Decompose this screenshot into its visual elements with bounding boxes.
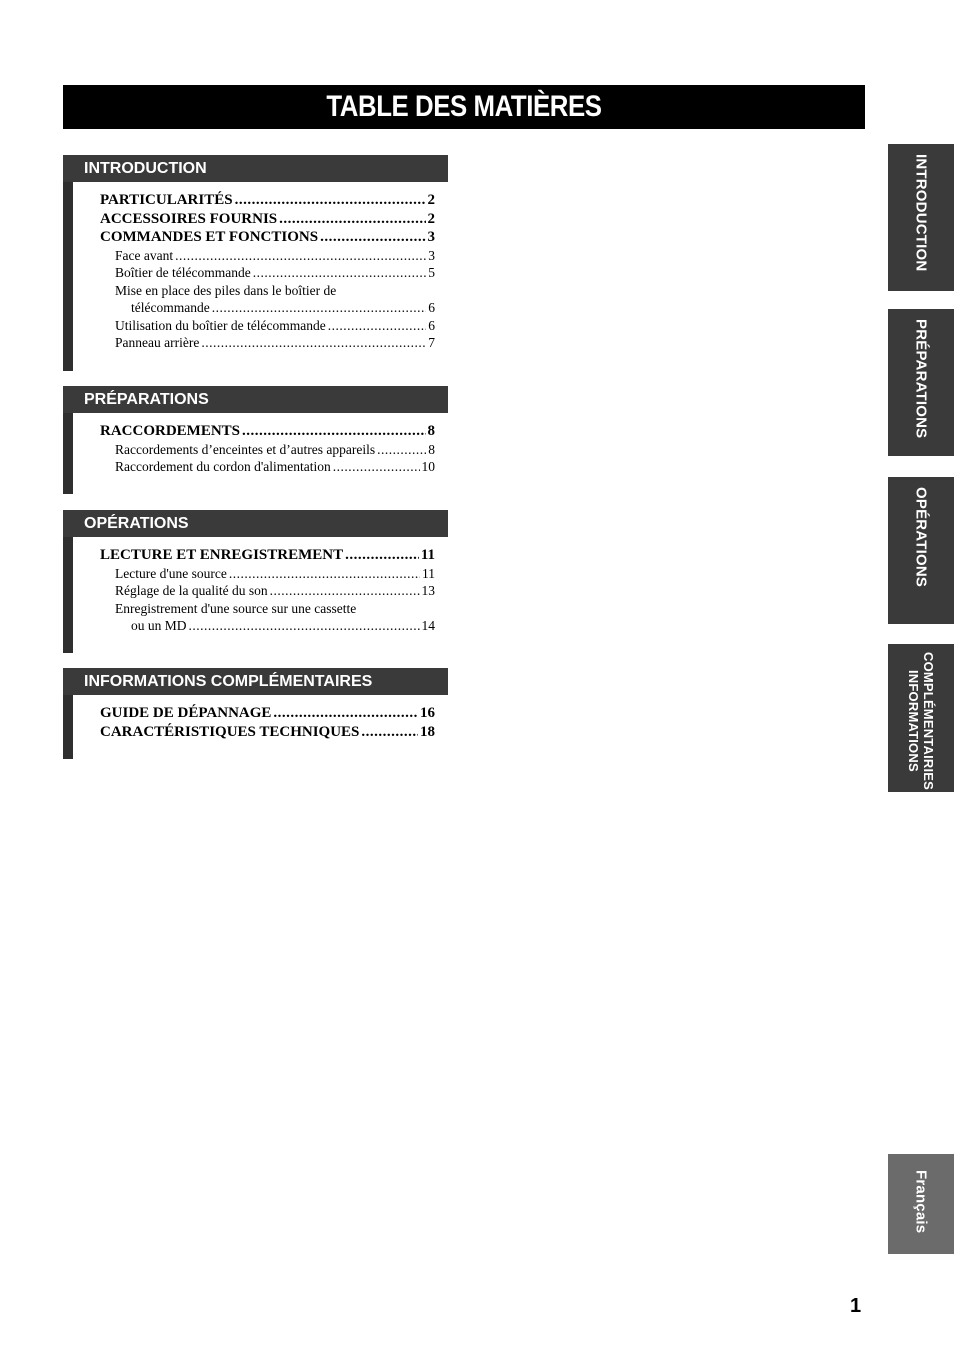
- side-tab-informations[interactable]: [888, 644, 954, 792]
- section-heading: PRÉPARATIONS: [63, 386, 448, 413]
- toc-section-operations: [63, 510, 448, 653]
- side-tab-preparations[interactable]: [888, 309, 954, 456]
- toc-section-preparations: [63, 386, 448, 494]
- toc-subentry[interactable]: Panneau arrière ..... 7: [100, 334, 435, 352]
- toc-entry[interactable]: RACCORDEMENTS ..... 8: [100, 422, 435, 441]
- toc-subentry[interactable]: Réglage de la qualité du son ..... 13: [100, 582, 435, 600]
- page-title: TABLE DES MATIÈRES: [326, 90, 602, 123]
- language-tab[interactable]: [888, 1154, 954, 1254]
- toc-subentry[interactable]: Raccordements d’enceintes et d’autres appareils ..... 8: [100, 441, 435, 459]
- side-tab-operations[interactable]: [888, 477, 954, 624]
- toc-subentry[interactable]: Boîtier de télécommande ..... 5: [100, 264, 435, 282]
- toc-entry[interactable]: CARACTÉRISTIQUES TECHNIQUES ..... 18: [100, 723, 435, 742]
- toc-subentry[interactable]: Enregistrement d'une source sur une cassette: [115, 600, 357, 616]
- section-heading: INFORMATIONS COMPLÉMENTAIRES: [63, 668, 448, 695]
- toc-subentry[interactable]: Raccordement du cordon d'alimentation ..... 10: [100, 458, 435, 476]
- toc-subentry[interactable]: Mise en place des piles dans le boîtier de: [115, 282, 337, 298]
- toc-entry[interactable]: PARTICULARITÉS ..... 2: [100, 191, 435, 210]
- language-tab-label: Français: [912, 1170, 930, 1234]
- section-side-bar: [63, 155, 73, 371]
- toc-entry[interactable]: GUIDE DE DÉPANNAGE ..... 16: [100, 704, 435, 723]
- toc-subentry[interactable]: Lecture d'une source ..... 11: [100, 565, 435, 583]
- toc-subentry-continuation[interactable]: télécommande ..... 6: [100, 299, 435, 317]
- toc-entry[interactable]: LECTURE ET ENREGISTREMENT ..... 11: [100, 546, 435, 565]
- page-number: 1: [850, 1295, 862, 1317]
- section-heading: INTRODUCTION: [63, 155, 448, 182]
- toc-section-introduction: [63, 155, 448, 371]
- toc-entry[interactable]: COMMANDES ET FONCTIONS ..... 3: [100, 228, 435, 247]
- side-tab-label: COMPLÉMENTAIRIES INFORMATIONS: [906, 652, 936, 791]
- toc-entry[interactable]: ACCESSOIRES FOURNIS ..... 2: [100, 210, 435, 229]
- toc-section-informations: [63, 668, 448, 759]
- side-tab-label: INTRODUCTION: [912, 154, 930, 272]
- side-tab-introduction[interactable]: [888, 144, 954, 291]
- toc-subentry-continuation[interactable]: ou un MD ..... 14: [100, 617, 435, 635]
- side-tab-label: PRÉPARATIONS: [912, 319, 930, 439]
- page-title-bar: [63, 85, 865, 129]
- toc-subentry[interactable]: Face avant ..... 3: [100, 247, 435, 265]
- side-tab-label: OPÉRATIONS: [912, 487, 930, 588]
- toc-subentry[interactable]: Utilisation du boîtier de télécommande ..... 6: [100, 317, 435, 335]
- section-heading: OPÉRATIONS: [63, 510, 448, 537]
